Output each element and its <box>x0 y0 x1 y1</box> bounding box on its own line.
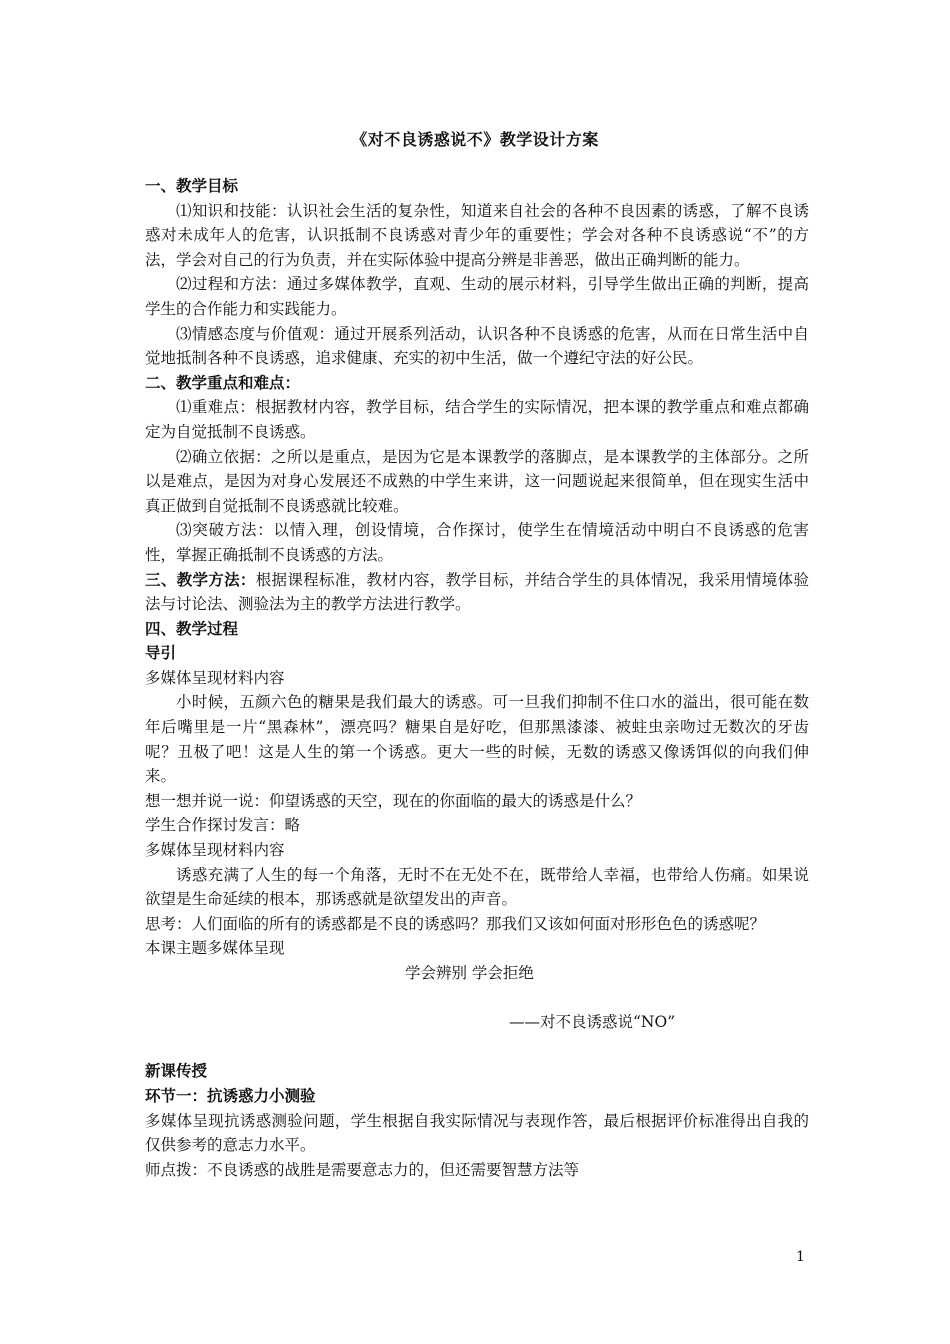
text-line: 本课主题多媒体呈现 <box>145 939 285 958</box>
section-heading-key-points: 二、教学重点和难点： <box>145 372 301 392</box>
text-line: 师点拨：不良诱惑的战胜是需要意志力的，但还需要智慧方法等 <box>145 1160 580 1179</box>
text-line: 多媒体呈现材料内容 <box>145 841 285 860</box>
paragraph: 小时候，五颜六色的糖果是我们最大的诱惑。可一旦我们抑制不住口水的溢出，很可能在数年后嘴里是一片“黑森林”，漂亮吗？糖果自是好吃，但那黑漆漆、被蛀虫亲吻过无数次的牙齿呢？丑极了吧！这是人生的第一个诱惑。更大一些的时候，无数的诱惑又像诱饵似的向我们伸来。 <box>145 693 809 786</box>
subheading-intro: 导引 <box>145 643 177 663</box>
subheading-new-lesson: 新课传授 <box>145 1061 208 1081</box>
page-number: 1 <box>796 1249 805 1265</box>
theme-subline: ——对不良诱惑说“NO” <box>509 1013 676 1032</box>
paragraph: ⑴重难点：根据教材内容，教学目标，结合学生的实际情况，把本课的教学重点和难点都确定为自觉抵制不良诱惑。 <box>145 398 809 441</box>
paragraph: 多媒体呈现抗诱惑测验问题，学生根据自我实际情况与表现作答，最后根据评价标准得出自我的仅供参考的意志力水平。 <box>145 1111 809 1155</box>
subheading-link-one: 环节一：抗诱惑力小测验 <box>145 1085 316 1105</box>
section-methods <box>145 568 809 617</box>
spacer <box>145 986 809 1011</box>
text-line: 学生合作探讨发言：略 <box>145 816 301 835</box>
paragraph: ⑴知识和技能：认识社会生活的复杂性，知道来自社会的各种不良因素的诱惑，了解不良诱惑对未成年人的危害，认识抵制不良诱惑对青少年的重要性；学会对各种不良诱惑说“不”的方法，学会对自己的行为负责，并在实际体验中提高分辨是非善恶，做出正确判断的能力。 <box>145 201 809 269</box>
document-body <box>145 174 809 1182</box>
page-title: 《对不良诱惑说不》教学设计方案 <box>351 130 599 149</box>
theme-line: 学会辨别 学会拒绝 <box>405 964 534 982</box>
paragraph: ⑵确立依据：之所以是重点，是因为它是本课教学的落脚点，是本课教学的主体部分。之所以是难点，是因为对身心发展还不成熟的中学生来讲，这一问题说起来很简单，但在现实生活中真正做到自觉抵制不良诱惑就比较难。 <box>145 447 809 515</box>
section-heading-methods: 三、教学方法： <box>145 569 256 589</box>
section-heading-process: 四、教学过程 <box>145 618 239 638</box>
text-line: 思考：人们面临的所有的诱惑都是不良的诱惑吗？那我们又该如何面对形形色色的诱惑呢？ <box>145 914 766 933</box>
section-heading-goals: 一、教学目标 <box>145 176 239 195</box>
text-line: 想一想并说一说：仰望诱惑的天空，现在的你面临的最大的诱惑是什么？ <box>145 791 642 810</box>
methods-text: 根据课程标准，教材内容，教学目标，并结合学生的具体情况，我采用情境体验法与讨论法、测验法为主的教学方法进行教学。 <box>145 570 809 614</box>
text-line: 多媒体呈现材料内容 <box>145 668 285 687</box>
paragraph: ⑵过程和方法：通过多媒体教学，直观、生动的展示材料，引导学生做出正确的判断，提高学生的合作能力和实践能力。 <box>145 275 809 318</box>
spacer <box>145 1035 809 1060</box>
paragraph: ⑶突破方法：以情入理，创设情境，合作探讨，使学生在情境活动中明白不良诱惑的危害性，掌握正确抵制不良诱惑的方法。 <box>145 521 809 564</box>
paragraph: 诱惑充满了人生的每一个角落，无时不在无处不在，既带给人幸福，也带给人伤痛。如果说欲望是生命延续的根本，那诱惑就是欲望发出的声音。 <box>145 865 809 909</box>
paragraph: ⑶情感态度与价值观：通过开展系列活动，认识各种不良诱惑的危害，从而在日常生活中自觉地抵制各种不良诱惑，追求健康、充实的初中生活，做一个遵纪守法的好公民。 <box>145 324 809 368</box>
